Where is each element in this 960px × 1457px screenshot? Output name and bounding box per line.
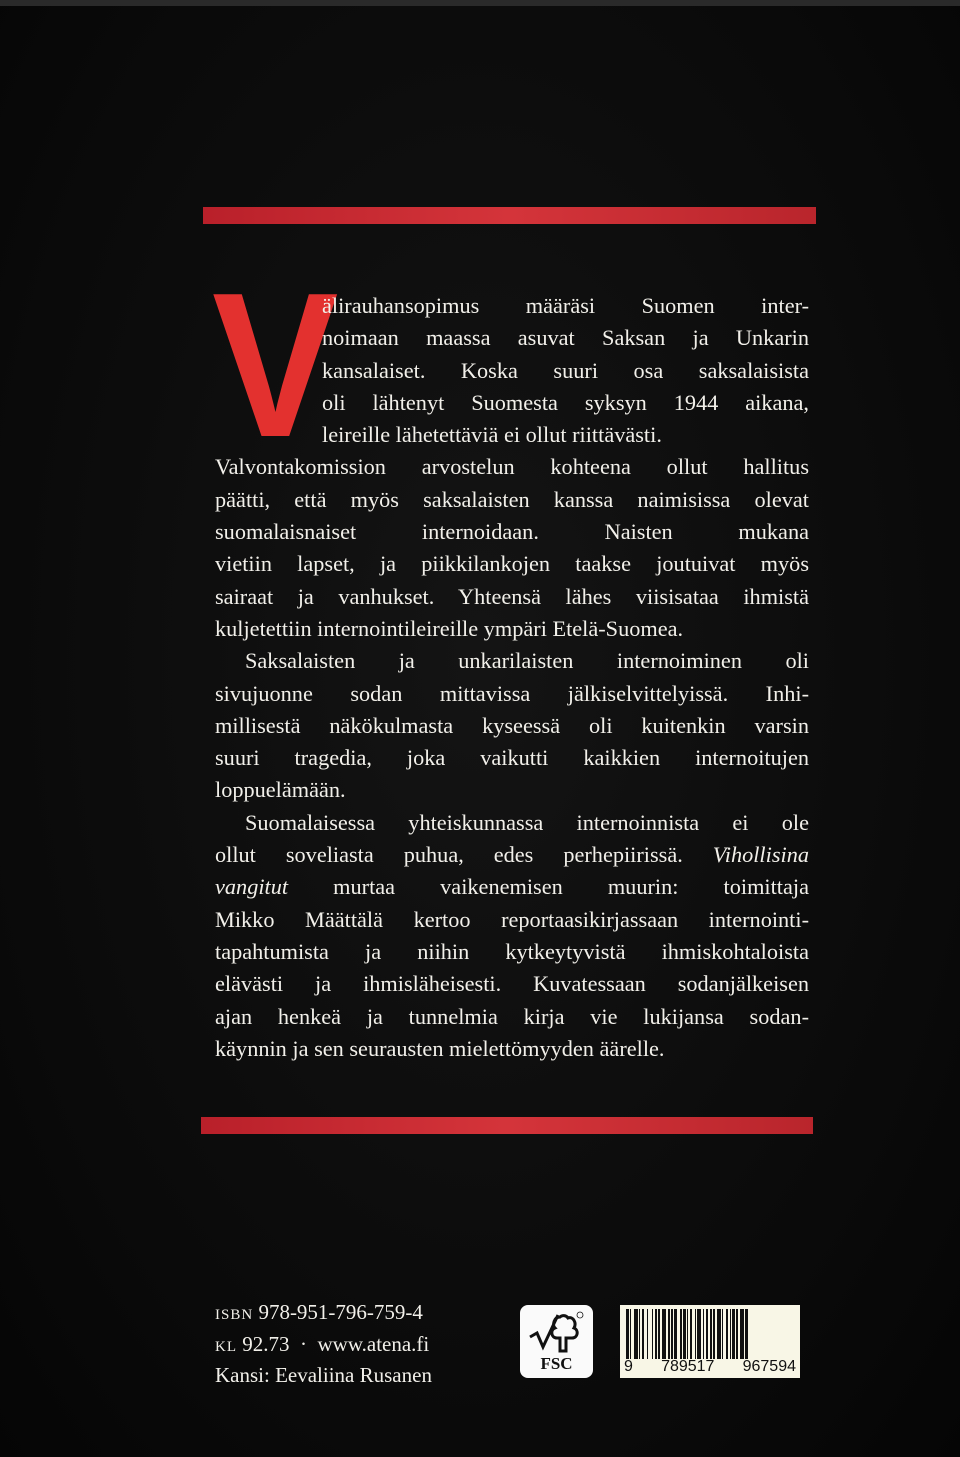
text-segment: loppuelämään. (215, 777, 346, 803)
fsc-logo (520, 1305, 593, 1378)
text-segment: elävästi ja ihmisläheisesti. Kuvatessaan sodanjälkeisen (215, 971, 809, 997)
text-line (215, 742, 809, 774)
top-red-bar (203, 207, 816, 224)
text-segment: murtaa vaikenemisen muurin: toimittaja (288, 874, 809, 900)
cover-credit: Kansi: Eevaliina Rusanen (215, 1363, 432, 1387)
text-line (215, 807, 809, 839)
text-segment: oli lähtenyt Suomesta syksyn 1944 aikana, (322, 389, 809, 415)
barcode-digit-prefix: 9 (624, 1358, 633, 1375)
website-link[interactable]: www.atena.fi (317, 1331, 430, 1356)
text-line (322, 322, 809, 354)
text-segment: ollut soveliasta puhua, edes perhepiirissä. (215, 842, 713, 868)
text-line (322, 355, 809, 387)
text-line (215, 871, 809, 903)
text-segment: suomalaisnaiset internoidaan. Naisten mukana (215, 519, 809, 545)
text-segment: tapahtumista ja niihin kytkeytyvistä ihmiskohtaloista (215, 938, 809, 964)
fsc-label: FSC (540, 1354, 573, 1373)
text-line (215, 839, 809, 871)
text-segment: suuri tragedia, joka vaikutti kaikkien internoitujen (215, 745, 809, 771)
text-line (215, 613, 809, 645)
text-line (215, 774, 809, 806)
text-line (215, 936, 809, 968)
text-segment: Saksalaisten ja unkarilaisten internoiminen oli (245, 648, 809, 674)
text-segment: älirauhansopimus määräsi Suomen inter- (322, 293, 809, 318)
blurb-text (215, 290, 809, 1065)
barcode-digits-right: 967594 (742, 1358, 796, 1375)
text-line (215, 678, 809, 710)
text-line (215, 968, 809, 1000)
kl-number: 92.73 (242, 1331, 290, 1356)
text-line (215, 548, 809, 580)
text-line (322, 387, 809, 419)
barcode-bar (748, 1309, 749, 1359)
fsc-tree-icon (528, 1311, 585, 1357)
barcode-digits-left: 789517 (661, 1358, 715, 1375)
text-segment: leireille lähetettäviä ei ollut riittävästi. (322, 422, 662, 448)
text-line (215, 581, 809, 613)
text-segment: vietiin lapset, ja piikkilankojen taakse joutuivat myös (215, 551, 809, 577)
book-title-italic: Vihollisina (712, 842, 809, 868)
text-line (215, 484, 809, 516)
text-segment: Suomalaisessa yhteiskunnassa internoinnista ei ole (245, 809, 809, 835)
barcode-bars (626, 1309, 794, 1359)
text-segment: käynnin ja sen seurausten mielettömyyden äärelle. (215, 1035, 665, 1061)
kl-line (215, 1330, 432, 1362)
isbn-label: ISBN (215, 1307, 254, 1323)
text-segment: kansalaiset. Koska suuri osa saksalaisista (322, 357, 809, 383)
kl-label: KL (215, 1338, 237, 1355)
text-line (215, 904, 809, 936)
text-line (322, 290, 809, 322)
isbn-line (215, 1298, 432, 1330)
bottom-red-bar (201, 1117, 813, 1134)
text-segment: noimaan maassa asuvat Saksan ja Unkarin (322, 325, 809, 351)
text-line (322, 419, 809, 451)
book-title-italic: vangitut (215, 874, 289, 900)
text-segment: päätti, että myös saksalaisten kanssa naimisissa olevat (215, 486, 809, 512)
text-line (215, 516, 809, 548)
text-segment: Mikko Määttälä kertoo reportaasikirjassaan internointi- (215, 906, 809, 932)
text-line (215, 451, 809, 483)
text-line (215, 645, 809, 677)
text-line (215, 710, 809, 742)
separator: · (300, 1331, 307, 1356)
text-segment: sivujuonne sodan mittavissa jälkiselvittelyissä. Inhi- (215, 680, 809, 706)
publication-info (215, 1298, 432, 1390)
text-segment: sairaat ja vanhukset. Yhteensä lähes viisisataa ihmistä (215, 583, 809, 609)
text-segment: Valvontakomission arvostelun kohteena ollut hallitus (215, 454, 809, 480)
barcode (620, 1305, 800, 1378)
drop-cap: V (212, 250, 339, 480)
text-line (215, 1033, 809, 1065)
text-segment: kuljetettiin internointileireille ympäri Etelä-Suomea. (215, 615, 684, 641)
barcode-number (624, 1358, 796, 1376)
isbn-number: 978-951-796-759-4 (258, 1300, 423, 1324)
text-segment: ajan henkeä ja tunnelmia kirja vie lukijansa sodan- (215, 1003, 809, 1029)
text-line (215, 1001, 809, 1033)
cover-edge (0, 0, 960, 6)
text-segment: millisestä näkökulmasta kyseessä oli kuitenkin varsin (215, 712, 809, 738)
